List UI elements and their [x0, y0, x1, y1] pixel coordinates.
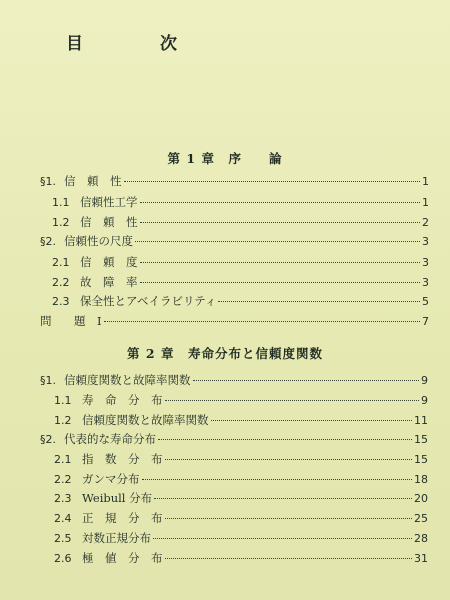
section-title: 正 規 分 布: [82, 511, 163, 525]
section-title: 信 頼 性: [64, 174, 122, 188]
dot-leader: [142, 479, 413, 480]
section-title: 信頼性工学: [80, 195, 138, 209]
page-number: 1: [422, 175, 429, 188]
section-number: 2.2: [54, 473, 72, 486]
dot-leader: [158, 439, 412, 440]
dot-leader: [218, 301, 420, 302]
toc-entry: [54, 472, 428, 486]
toc-entry: [54, 511, 428, 525]
toc-entry: [40, 234, 429, 248]
section-title: 信頼度関数と故障率関数: [82, 413, 209, 427]
toc-entry: [54, 452, 428, 466]
page-number: 9: [421, 374, 428, 387]
section-title: ガンマ分布: [82, 472, 140, 486]
toc-entry: [54, 551, 428, 565]
section-number: 2.4: [54, 512, 72, 525]
page-number: 20: [414, 492, 428, 505]
page-number: 11: [414, 414, 428, 427]
section-title: 題 I: [74, 314, 102, 328]
section-title: 保全性とアベイラビリティ: [80, 294, 217, 308]
page-number: 31: [414, 552, 428, 565]
section-number: 2.3: [54, 492, 72, 505]
section-title: 極 値 分 布: [82, 551, 163, 565]
dot-leader: [135, 241, 420, 242]
section-number: §2.: [40, 235, 56, 248]
section-title: 信 頼 度: [80, 255, 138, 269]
page-number: 28: [414, 532, 428, 545]
dot-leader: [140, 222, 421, 223]
page-number: 15: [414, 453, 428, 466]
page-title: 目 次: [66, 34, 207, 54]
toc-entry: [52, 255, 429, 269]
page-number: 7: [422, 315, 429, 328]
toc-entry: [40, 432, 428, 446]
section-title: 代表的な寿命分布: [64, 432, 156, 446]
dot-leader: [165, 558, 413, 559]
toc-entry: [54, 413, 428, 427]
toc-entry: [52, 294, 429, 308]
page-number: 3: [422, 256, 429, 269]
section-number: 2.5: [54, 532, 72, 545]
dot-leader: [165, 518, 413, 519]
chapter-1-heading: 第 1 章 序 論: [167, 151, 283, 166]
dot-leader: [140, 202, 421, 203]
dot-leader: [104, 321, 420, 322]
page-number: 9: [421, 394, 428, 407]
section-number: 2.2: [52, 276, 70, 289]
toc-entry: [40, 174, 429, 188]
toc-entry: [54, 393, 428, 407]
page-number: 1: [422, 196, 429, 209]
section-title: 信 頼 性: [80, 215, 138, 229]
dot-leader: [211, 420, 413, 421]
section-number: 問: [40, 314, 52, 328]
toc-entry: [54, 491, 428, 505]
section-number: 1.1: [54, 394, 72, 407]
section-number: 1.1: [52, 196, 70, 209]
toc-entry: [40, 373, 428, 387]
section-title: 指 数 分 布: [82, 452, 163, 466]
section-number: 2.6: [54, 552, 72, 565]
section-number: §2.: [40, 433, 56, 446]
page-number: 3: [422, 235, 429, 248]
section-number: 1.2: [52, 216, 70, 229]
dot-leader: [124, 181, 421, 182]
section-number: 2.1: [54, 453, 72, 466]
dot-leader: [165, 459, 413, 460]
section-title: 信頼度関数と故障率関数: [64, 373, 191, 387]
section-number: 1.2: [54, 414, 72, 427]
dot-leader: [165, 400, 420, 401]
page-number: 15: [414, 433, 428, 446]
dot-leader: [193, 380, 420, 381]
toc-entry: [40, 314, 429, 328]
section-title: 故 障 率: [80, 275, 138, 289]
page-number: 2: [422, 216, 429, 229]
page-number: 25: [414, 512, 428, 525]
section-title: 寿 命 分 布: [82, 393, 163, 407]
page-number: 3: [422, 276, 429, 289]
dot-leader: [153, 538, 412, 539]
section-title: 信頼性の尺度: [64, 234, 133, 248]
page-number: 5: [422, 295, 429, 308]
toc-entry: [52, 275, 429, 289]
section-title: 対数正規分布: [82, 531, 151, 545]
dot-leader: [140, 282, 421, 283]
toc-entry: [52, 195, 429, 209]
section-number: 2.3: [52, 295, 70, 308]
chapter-2-heading: 第 2 章 寿命分布と信頼度関数: [127, 346, 323, 361]
toc-entry: [54, 531, 428, 545]
dot-leader: [154, 498, 412, 499]
section-number: 2.1: [52, 256, 70, 269]
section-title: Weibull 分布: [82, 491, 153, 505]
dot-leader: [140, 262, 421, 263]
toc-entry: [52, 215, 429, 229]
section-number: §1.: [40, 374, 56, 387]
section-number: §1.: [40, 175, 56, 188]
page-number: 18: [414, 473, 428, 486]
